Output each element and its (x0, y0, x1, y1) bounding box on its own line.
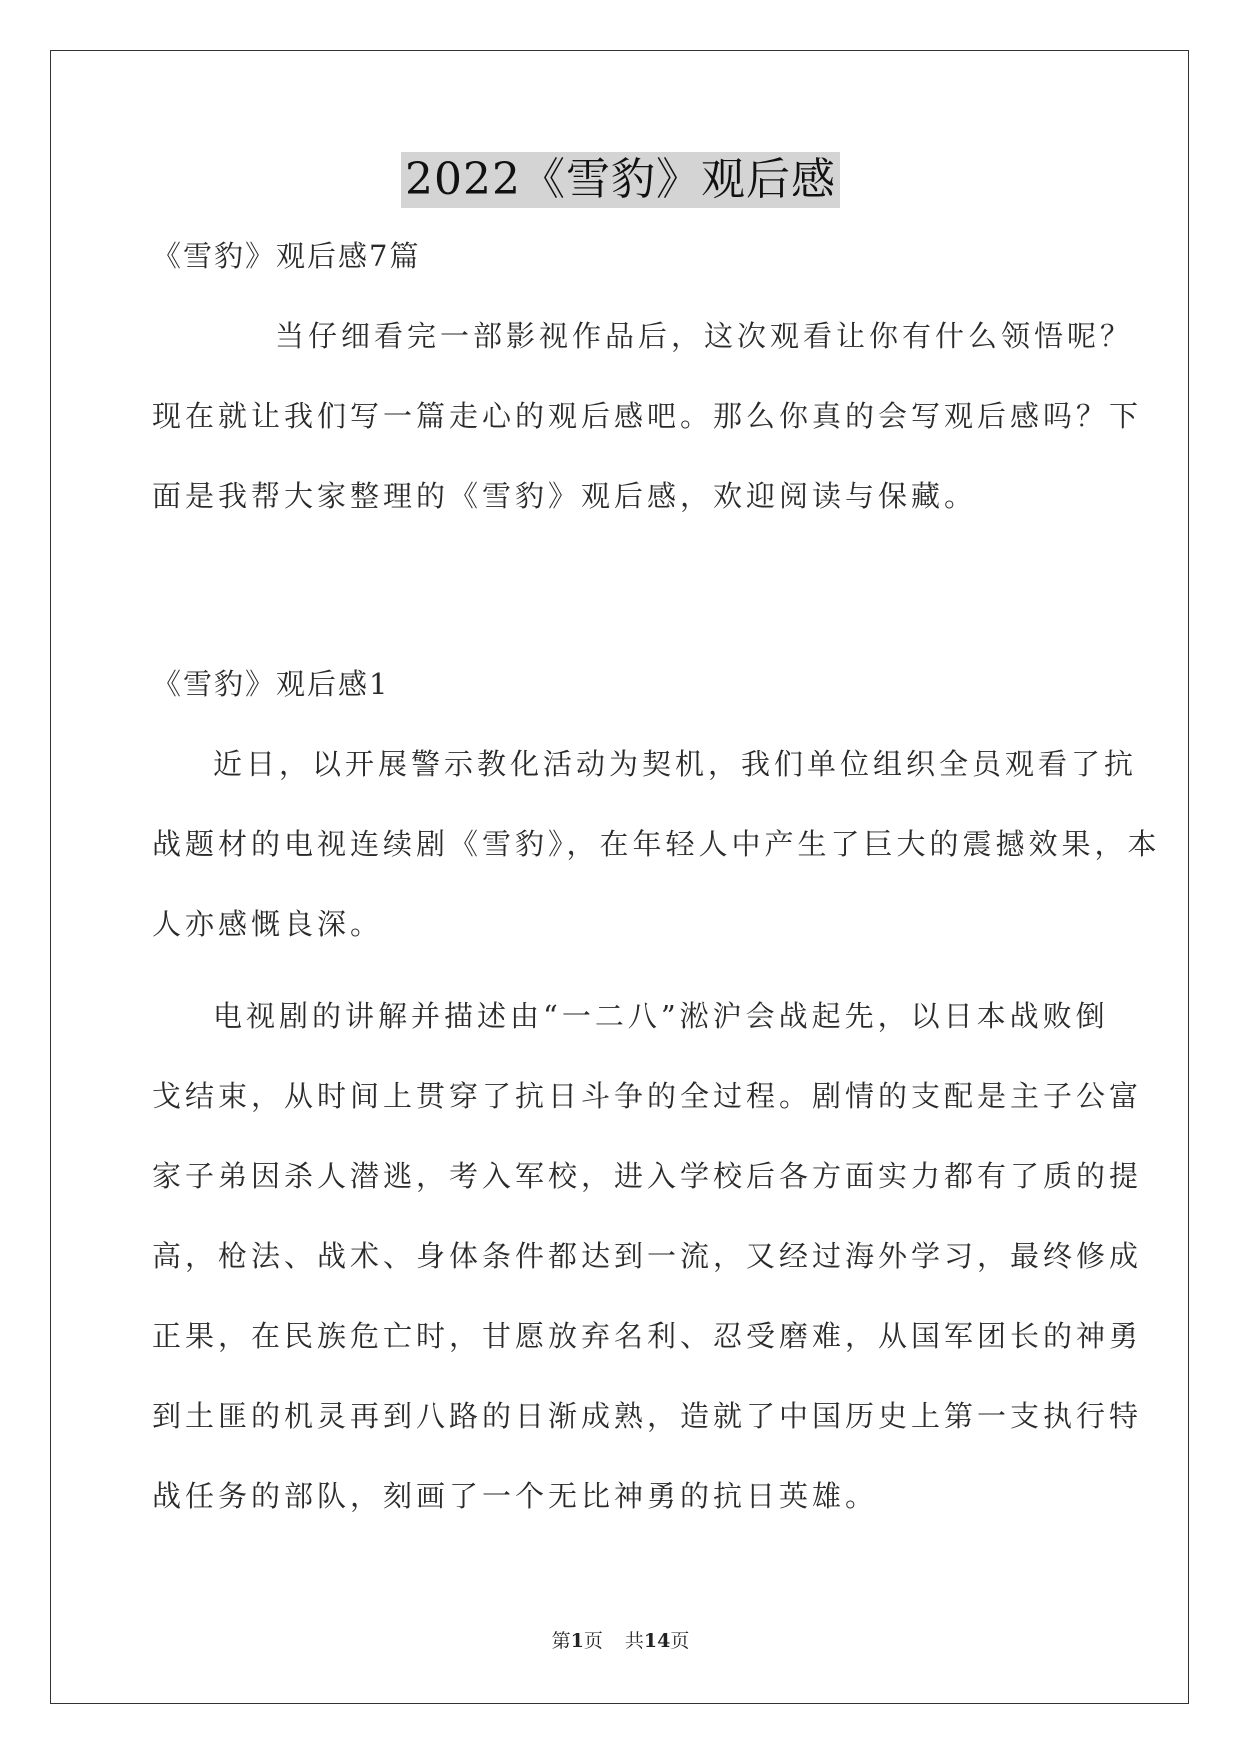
document-title: 2022《雪豹》观后感 (401, 152, 840, 208)
section-heading: 《雪豹》观后感1 (152, 667, 390, 701)
total-pages: 14 (643, 1630, 671, 1652)
paragraph2-line-6: 到土匪的机灵再到八路的日渐成熟，造就了中国历史上第一支执行特 (152, 1399, 1143, 1433)
total-prefix: 共 (624, 1630, 644, 1652)
page-number: 1 (570, 1630, 584, 1652)
paragraph1-line-2: 战题材的电视连续剧《雪豹》，在年轻人中产生了巨大的震撼效果，本 (152, 827, 1161, 861)
document-subtitle: 《雪豹》观后感7篇 (152, 239, 421, 273)
paragraph2-line-5: 正果，在民族危亡时，甘愿放弃名利、忍受磨难，从国军团长的神勇 (152, 1319, 1143, 1353)
paragraph2-line-4: 高，枪法、战术、身体条件都达到一流，又经过海外学习，最终修成 (152, 1239, 1143, 1273)
paragraph2-line-3: 家子弟因杀人潜逃，考入军校，进入学校后各方面实力都有了质的提 (152, 1159, 1143, 1193)
title-container (0, 152, 1241, 208)
paragraph2-line-1: 电视剧的讲解并描述由“一二八”淞沪会战起先，以日本战败倒 (213, 999, 1109, 1033)
paragraph1-line-3: 人亦感慨良深。 (152, 907, 384, 941)
paragraph2-line-7: 战任务的部队，刻画了一个无比神勇的抗日英雄。 (152, 1479, 879, 1513)
page-suffix: 页 (583, 1630, 603, 1652)
intro-line-1: 当仔细看完一部影视作品后，这次观看让你有什么领悟呢？ (275, 319, 1134, 353)
paragraph2-line-2: 戈结束，从时间上贯穿了抗日斗争的全过程。剧情的支配是主子公富 (152, 1079, 1143, 1113)
intro-line-2: 现在就让我们写一篇走心的观后感吧。那么你真的会写观后感吗？下 (152, 399, 1143, 433)
page-border (50, 50, 1189, 1704)
paragraph1-line-1: 近日，以开展警示教化活动为契机，我们单位组织全员观看了抗 (213, 747, 1138, 781)
page-prefix: 第 (551, 1630, 571, 1652)
intro-line-3: 面是我帮大家整理的《雪豹》观后感，欢迎阅读与保藏。 (152, 479, 978, 513)
total-suffix: 页 (670, 1630, 690, 1652)
page-footer (0, 1626, 1241, 1653)
